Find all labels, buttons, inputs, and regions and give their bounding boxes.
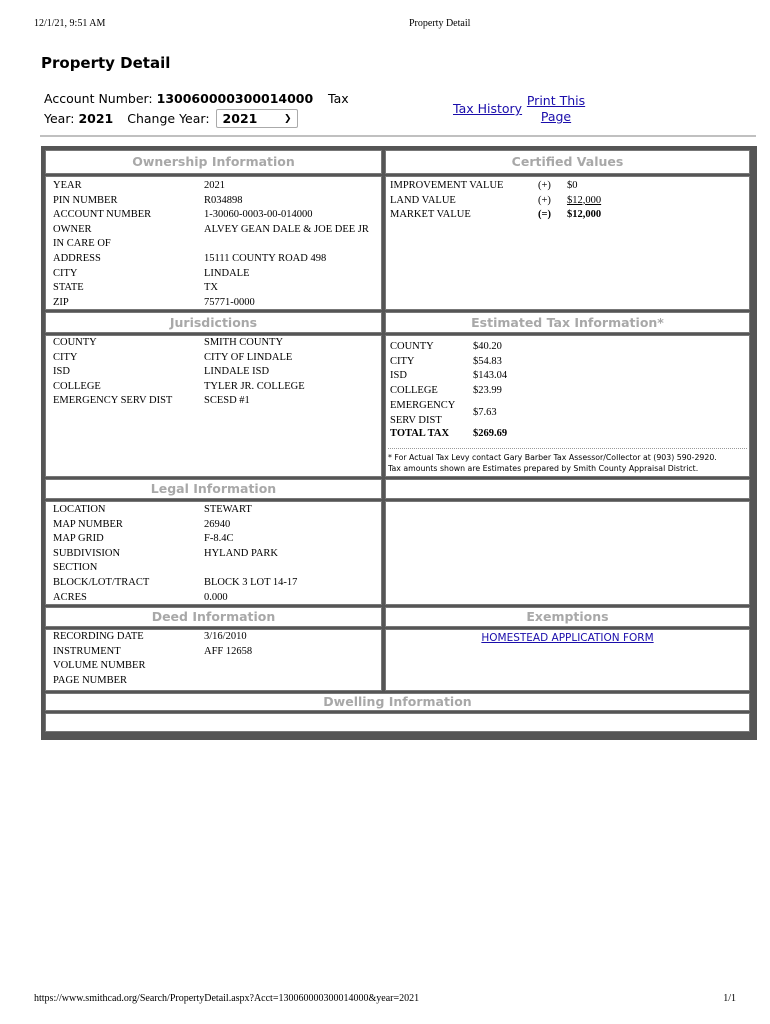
- ownership-key: CITY: [53, 267, 78, 279]
- exemptions-header: [385, 607, 750, 627]
- jurisdictions-title: Jurisdictions: [169, 315, 258, 330]
- certified-operator: (+): [538, 194, 551, 206]
- estimated-tax-header: [385, 312, 750, 333]
- legal-body: [45, 501, 382, 605]
- certified-values-body: [385, 176, 750, 310]
- change-year-select[interactable]: [216, 109, 298, 128]
- page-title: Property Detail: [41, 54, 171, 72]
- ownership-value: LINDALE: [204, 267, 250, 279]
- separator: [40, 135, 756, 137]
- tax-key: COUNTY: [390, 341, 434, 352]
- legal-right-body: [385, 501, 750, 605]
- account-line: [44, 91, 313, 106]
- dwelling-title: Dwelling Information: [323, 694, 472, 709]
- legal-key: ACRES: [53, 591, 87, 603]
- tax-value: $54.83: [473, 355, 502, 367]
- ownership-value: 75771-0000: [204, 296, 255, 308]
- print-url: https://www.smithcad.org/Search/PropertyDetail.aspx?Acct=130060000300014000&year=2021: [34, 993, 420, 1004]
- dwelling-header: [45, 693, 750, 711]
- certified-operator: (+): [538, 180, 551, 191]
- ownership-title: Ownership Information: [132, 154, 295, 169]
- estimated-tax-title: Estimated Tax Information*: [471, 315, 664, 330]
- ownership-key: ADDRESS: [53, 253, 101, 264]
- tax-value: $40.20: [473, 341, 502, 352]
- deed-key: PAGE NUMBER: [53, 674, 128, 686]
- print-this-label: Print This: [526, 93, 586, 108]
- legal-value: F-8.4C: [204, 533, 234, 545]
- tax-value: $23.99: [473, 384, 502, 396]
- print-page-number: 1/1: [723, 993, 736, 1004]
- ownership-key: YEAR: [53, 180, 82, 191]
- legal-key: MAP GRID: [53, 533, 104, 545]
- deed-title: Deed Information: [151, 609, 276, 624]
- year-label: Year:: [44, 111, 75, 126]
- legal-title: Legal Information: [150, 481, 277, 496]
- legal-header: [45, 479, 382, 499]
- year-line: [44, 109, 298, 128]
- tax-key: CITY: [390, 355, 415, 367]
- tax-key: ISD: [390, 370, 407, 381]
- jurisdictions-header: [45, 312, 382, 333]
- ownership-key: OWNER: [53, 223, 92, 235]
- certified-key: MARKET VALUE: [390, 209, 471, 221]
- print-footer: [34, 993, 736, 1007]
- certified-value: $12,000: [567, 194, 602, 206]
- account-number-label: Account Number:: [44, 91, 153, 106]
- chevron-down-icon: ❯: [284, 113, 292, 124]
- jurisdiction-key: CITY: [53, 351, 78, 363]
- deed-key: RECORDING DATE: [53, 631, 144, 642]
- legal-value: 0.000: [204, 591, 228, 603]
- ownership-value: 1-30060-0003-00-014000: [204, 209, 313, 221]
- tax-value: $7.63: [473, 407, 497, 418]
- tax-note-line: * For Actual Tax Levy contact Gary Barber Tax Assessor/Collector at (903) 590-2920.: [388, 453, 717, 462]
- legal-value: BLOCK 3 LOT 14-17: [204, 577, 298, 588]
- jurisdiction-value: TYLER JR. COLLEGE: [204, 380, 305, 392]
- change-year-selected-value: 2021: [222, 111, 258, 126]
- tax-value: $143.04: [473, 370, 508, 381]
- jurisdiction-key: EMERGENCY SERV DIST: [53, 395, 173, 407]
- jurisdiction-key: ISD: [53, 366, 70, 378]
- year-value: 2021: [78, 111, 114, 126]
- print-this-page-link[interactable]: [520, 93, 592, 125]
- ownership-value: TX: [204, 282, 218, 294]
- ownership-body: [45, 176, 382, 310]
- total-tax-label: TOTAL TAX: [390, 428, 450, 439]
- jurisdiction-key: COUNTY: [53, 337, 97, 348]
- tax-divider: [388, 448, 747, 449]
- print-header: [34, 18, 736, 32]
- property-detail-table: [41, 146, 757, 740]
- tax-key: SERV DIST: [390, 414, 442, 426]
- exemptions-title: Exemptions: [526, 609, 609, 624]
- legal-key: MAP NUMBER: [53, 518, 123, 530]
- legal-value: HYLAND PARK: [204, 547, 278, 559]
- deed-value: 3/16/2010: [204, 631, 247, 642]
- legal-key: SECTION: [53, 562, 98, 574]
- homestead-application-link[interactable]: HOMESTEAD APPLICATION FORM: [481, 632, 654, 644]
- legal-key: BLOCK/LOT/TRACT: [53, 577, 150, 588]
- tax-label: Tax: [328, 91, 349, 106]
- jurisdiction-value: SCESD #1: [204, 395, 250, 407]
- exemptions-body: [385, 629, 750, 691]
- dwelling-body: [45, 713, 750, 732]
- legal-value: STEWART: [204, 504, 252, 515]
- tax-note: [388, 452, 717, 474]
- print-page-title: Property Detail: [409, 18, 471, 29]
- print-page-label: Page: [540, 109, 572, 124]
- change-year-label: Change Year:: [127, 111, 210, 126]
- estimated-tax-body: [385, 335, 750, 477]
- tax-key: COLLEGE: [390, 384, 438, 396]
- ownership-key: ACCOUNT NUMBER: [53, 209, 152, 221]
- deed-value: AFF 12658: [204, 645, 253, 657]
- certified-value: $12,000: [567, 209, 602, 221]
- account-number-value: 130060000300014000: [156, 91, 314, 106]
- legal-right-header: [385, 479, 750, 499]
- jurisdiction-key: COLLEGE: [53, 380, 101, 392]
- legal-key: LOCATION: [53, 504, 106, 515]
- legal-value: 26940: [204, 518, 231, 530]
- ownership-value: ALVEY GEAN DALE & JOE DEE JR: [204, 223, 369, 235]
- deed-body: [45, 629, 382, 691]
- ownership-key: PIN NUMBER: [53, 194, 118, 206]
- legal-key: SUBDIVISION: [53, 547, 121, 559]
- certified-key: IMPROVEMENT VALUE: [390, 180, 504, 191]
- deed-key: INSTRUMENT: [53, 645, 121, 657]
- jurisdiction-value: SMITH COUNTY: [204, 337, 284, 348]
- tax-note-line: Tax amounts shown are Estimates prepared by Smith County Appraisal District.: [388, 464, 699, 473]
- ownership-header: [45, 150, 382, 174]
- jurisdiction-value: CITY OF LINDALE: [204, 351, 293, 363]
- tax-key: EMERGENCY: [390, 400, 456, 411]
- total-tax-value: $269.69: [473, 428, 508, 439]
- ownership-value: 15111 COUNTY ROAD 498: [204, 253, 327, 264]
- deed-key: VOLUME NUMBER: [53, 660, 146, 672]
- jurisdictions-body: [45, 335, 382, 477]
- certified-key: LAND VALUE: [390, 194, 456, 206]
- ownership-key: STATE: [53, 282, 84, 294]
- certified-value: $0: [567, 180, 578, 191]
- ownership-key: IN CARE OF: [53, 238, 111, 250]
- certified-operator: (=): [538, 209, 551, 221]
- jurisdiction-value: LINDALE ISD: [204, 366, 270, 378]
- ownership-value: 2021: [204, 180, 225, 191]
- print-timestamp: 12/1/21, 9:51 AM: [34, 18, 106, 29]
- certified-values-title: Certified Values: [511, 154, 624, 169]
- tax-history-link[interactable]: Tax History: [453, 101, 523, 116]
- ownership-key: ZIP: [53, 296, 69, 308]
- deed-header: [45, 607, 382, 627]
- certified-values-header: [385, 150, 750, 174]
- ownership-value: R034898: [204, 194, 243, 206]
